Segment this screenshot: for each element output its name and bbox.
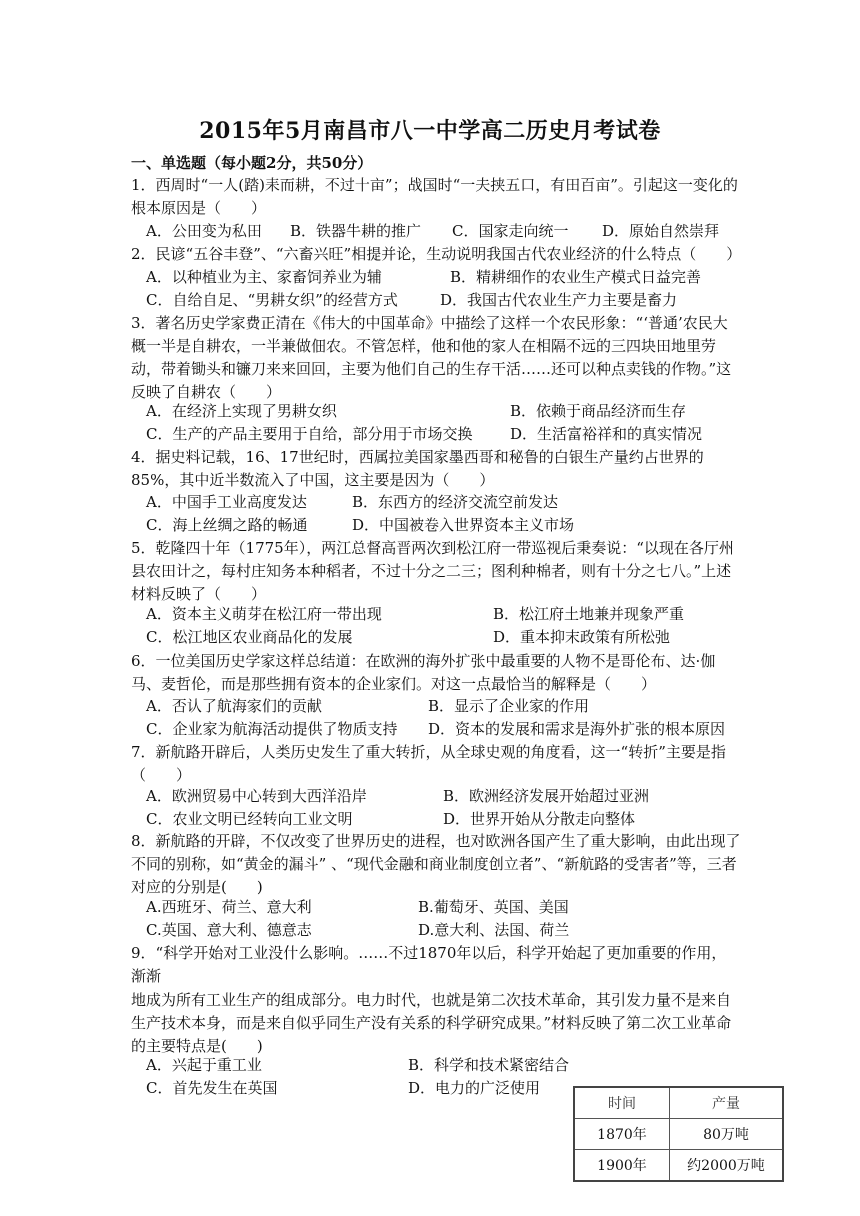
q2-option-d[interactable]: D．我国古代农业生产力主要是畜力 — [440, 291, 678, 309]
question-2-text: 2．民谚“五谷丰登”、“六畜兴旺”相提并论，生动说明我国古代农业经济的什么特点（ ） — [131, 245, 742, 263]
q6-option-b[interactable]: B．显示了企业家的作用 — [428, 697, 590, 715]
q8-option-c[interactable]: C.英国、意大利、德意志 — [146, 921, 312, 939]
q4-option-a[interactable]: A．中国手工业高度发达 — [146, 493, 307, 511]
question-8-text: 8．新航路的开辟，不仅改变了世界历史的进程，也对欧洲各国产生了重大影响，由此出现了不同的别称，如“黄金的漏斗” 、“现代金融和商业制度创立者”、“新航路的受害者”等，三者对应的分别是( ) — [131, 832, 741, 896]
q9-option-d[interactable]: D．电力的广泛使用 — [408, 1079, 541, 1097]
q3-option-c[interactable]: C．生产的产品主要用于自给，部分用于市场交换 — [146, 425, 473, 443]
q1-option-d[interactable]: D．原始自然崇拜 — [602, 222, 720, 240]
q2-option-b[interactable]: B．精耕细作的农业生产模式日益完善 — [450, 268, 702, 286]
question-5-text: 5．乾隆四十年（1775年），两江总督高晋两次到松江府一带巡视后秉奏说：“以现在各厅州县农田计之，每村庄知务本种稻者，不过十分之二三；图利种棉者，则有十分之七八。”上述材料反映了（ ） — [131, 539, 734, 603]
q8-option-d[interactable]: D.意大利、法国、荷兰 — [418, 921, 570, 939]
production-table — [573, 1086, 784, 1182]
q9-option-b[interactable]: B．科学和技术紧密结合 — [408, 1056, 570, 1074]
table-cell: 约2000万吨 — [670, 1150, 784, 1182]
q6-option-a[interactable]: A．否认了航海家们的贡献 — [146, 697, 322, 715]
q7-option-c[interactable]: C．农业文明已经转向工业文明 — [146, 810, 353, 828]
q4-option-d[interactable]: D．中国被卷入世界资本主义市场 — [352, 516, 575, 534]
question-9-text-part2: 地成为所有工业生产的组成部分。电力时代，也就是第二次技术革命，其引发力量不是来自生产技术本身，而是来自似乎同生产没有关系的科学研究成果。”材料反映了第二次工业革命的主要特点是( ) — [131, 991, 732, 1055]
q5-option-a[interactable]: A．资本主义萌芽在松江府一带出现 — [146, 605, 382, 623]
q1-option-b[interactable]: B．铁器牛耕的推广 — [290, 222, 422, 240]
q4-option-b[interactable]: B．东西方的经济交流空前发达 — [352, 493, 559, 511]
page-title: 2015年5月南昌市八一中学高二历史月考试卷 — [199, 118, 661, 144]
table-cell: 1870年 — [574, 1119, 670, 1150]
q1-option-c[interactable]: C．国家走向统一 — [452, 222, 569, 240]
q7-option-b[interactable]: B．欧洲经济发展开始超过亚洲 — [443, 787, 650, 805]
q8-option-a[interactable]: A.西班牙、荷兰、意大利 — [146, 898, 312, 916]
q5-option-c[interactable]: C．松江地区农业商品化的发展 — [146, 628, 353, 646]
q3-option-d[interactable]: D．生活富裕祥和的真实情况 — [510, 425, 703, 443]
table-cell: 1900年 — [574, 1150, 670, 1182]
q7-option-a[interactable]: A．欧洲贸易中心转到大西洋沿岸 — [146, 787, 367, 805]
q8-option-b[interactable]: B.葡萄牙、英国、美国 — [418, 898, 569, 916]
q5-option-d[interactable]: D．重本抑末政策有所松弛 — [493, 628, 671, 646]
q4-option-c[interactable]: C．海上丝绸之路的畅通 — [146, 516, 308, 534]
table-cell: 80万吨 — [670, 1119, 784, 1150]
question-7-text: 7．新航路开辟后，人类历史发生了重大转折，从全球史观的角度看，这一“转折”主要是指（ ） — [131, 743, 726, 784]
question-9-text-part1: 9．“科学开始对工业没什么影响。……不过1870年以后，科学开始起了更加重要的作用，渐渐 — [131, 944, 727, 985]
question-3-text: 3．著名历史学家费正清在《伟大的中国革命》中描绘了这样一个农民形象：“‘普通’农民大概一半是自耕农，一半兼做佃农。不管怎样，他和他的家人在相隔不远的三四块田地里劳动，带着锄头和镰刀来来回回，主要为他们自己的生存干活……还可以种点卖钱的作物。”这反映了自耕农（ ） — [131, 314, 732, 401]
q9-option-a[interactable]: A．兴起于重工业 — [146, 1056, 262, 1074]
q6-option-c[interactable]: C．企业家为航海活动提供了物质支持 — [146, 720, 398, 738]
q9-option-c[interactable]: C．首先发生在英国 — [146, 1079, 278, 1097]
table-row — [574, 1119, 783, 1150]
q7-option-d[interactable]: D．世界开始从分散走向整体 — [443, 810, 636, 828]
q3-option-a[interactable]: A．在经济上实现了男耕女织 — [146, 402, 337, 420]
section-heading: 一、单选题（每小题2分，共50分） — [131, 154, 373, 172]
q6-option-d[interactable]: D．资本的发展和需求是海外扩张的根本原因 — [428, 720, 726, 738]
q1-option-a[interactable]: A．公田变为私田 — [146, 222, 262, 240]
q3-option-b[interactable]: B．依赖于商品经济而生存 — [510, 402, 687, 420]
table-header-time: 时间 — [574, 1087, 670, 1119]
table-row — [574, 1150, 783, 1182]
question-1-text: 1．西周时“一人(踏)耒而耕，不过十亩”；战国时“一夫挟五口，有田百亩”。引起这一变化的根本原因是（ ） — [131, 176, 738, 217]
question-6-text: 6．一位美国历史学家这样总结道：在欧洲的海外扩张中最重要的人物不是哥伦布、达·伽马、麦哲伦，而是那些拥有资本的企业家们。对这一点最恰当的解释是（ ） — [131, 652, 716, 693]
question-4-text: 4．据史料记载，16、17世纪时，西属拉美国家墨西哥和秘鲁的白银生产量约占世界的85%，其中近半数流入了中国，这主要是因为（ ） — [131, 448, 704, 489]
q5-option-b[interactable]: B．松江府土地兼并现象严重 — [493, 605, 685, 623]
table-header-row — [574, 1087, 783, 1119]
q2-option-c[interactable]: C．自给自足、“男耕女织”的经营方式 — [146, 291, 398, 309]
q2-option-a[interactable]: A．以种植业为主、家畜饲养业为辅 — [146, 268, 382, 286]
table-header-output: 产量 — [670, 1087, 784, 1119]
